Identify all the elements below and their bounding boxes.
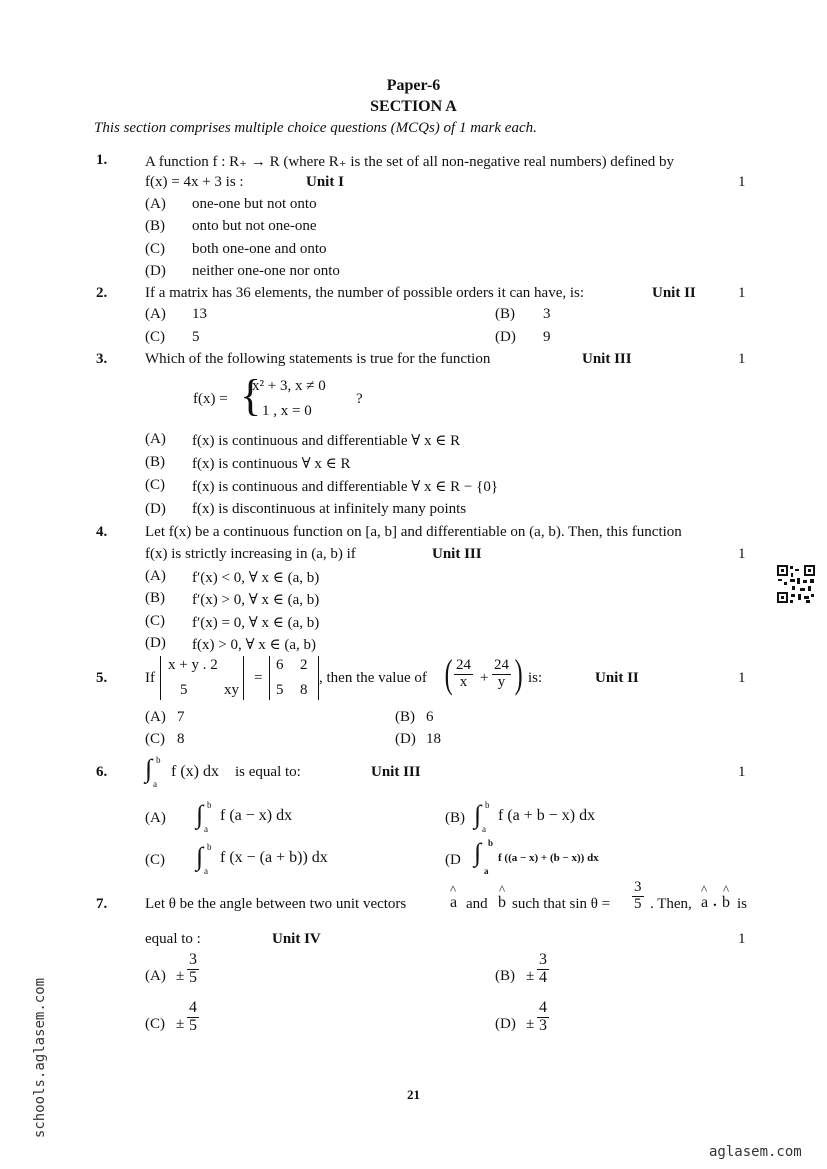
paren: (	[444, 651, 453, 696]
unit-label: Unit IV	[272, 931, 321, 947]
option-label: (B)	[495, 306, 515, 322]
option-label: (A)	[145, 968, 166, 984]
paper-title: Paper-6	[386, 77, 441, 94]
upper-limit: b	[485, 800, 490, 810]
question-text: Which of the following statements is true for the function	[145, 351, 491, 367]
left-brace: {	[240, 371, 262, 420]
unit-label: Unit III	[371, 764, 421, 780]
matrix-entry: 2	[300, 657, 308, 673]
option-text: 3	[543, 306, 551, 322]
equals-sign: =	[254, 670, 263, 686]
upper-limit: b	[207, 800, 212, 810]
question-number: 3.	[96, 351, 108, 367]
question-number: 6.	[96, 764, 108, 780]
upper-limit: b	[488, 838, 494, 848]
option-text: both one-one and onto	[192, 241, 327, 257]
unit-label: Unit III	[582, 351, 632, 367]
matrix-entry: 5	[180, 682, 188, 698]
plus-minus: ±	[176, 1016, 185, 1032]
option-label: (C)	[145, 329, 165, 345]
option-label: (C)	[145, 477, 165, 493]
matrix-entry: 6	[276, 657, 284, 673]
watermark-right: aglasem.com	[709, 1144, 802, 1160]
question-text: is:	[528, 670, 543, 686]
option-text: 7	[177, 709, 185, 725]
option-text: 8	[177, 731, 185, 747]
question-number: 5.	[96, 670, 108, 686]
hat-icon: ^	[701, 882, 708, 897]
hat-icon: ^	[450, 882, 457, 897]
option-label: (D)	[495, 1016, 516, 1032]
marks: 1	[738, 285, 746, 301]
question-text: If	[145, 670, 155, 686]
lower-limit: a	[482, 824, 486, 834]
matrix-entry: 8	[300, 682, 308, 698]
hat-icon: ^	[499, 882, 506, 897]
option-text: onto but not one-one	[192, 218, 317, 234]
vector-b: b	[722, 894, 730, 911]
vector-a: a	[701, 894, 709, 911]
question-text: Let f(x) be a continuous function on [a, b] and differentiable on (a, b). Then, this function	[145, 524, 682, 540]
matrix-entry: x + y . 2	[168, 657, 218, 673]
fraction: $\frac{24}{x}$	[456, 657, 471, 690]
paren: )	[514, 651, 523, 696]
upper-limit: b	[207, 842, 212, 852]
option-label: (D)	[145, 263, 166, 279]
lower-limit: a	[204, 866, 208, 876]
option-label: (C)	[145, 1016, 165, 1032]
option-text: 6	[426, 709, 434, 725]
question-text: . Then,	[650, 896, 692, 912]
plus-minus: ±	[176, 968, 185, 984]
option-label: (A)	[145, 306, 166, 322]
question-text: f(x) = 4x + 3 is :	[145, 174, 244, 190]
integral-sign: ∫	[196, 800, 204, 829]
marks: 1	[738, 764, 746, 780]
integral-sign: ∫	[474, 838, 482, 867]
question-number: 4.	[96, 524, 108, 540]
marks: 1	[738, 546, 746, 562]
matrix-entry: 5	[276, 682, 284, 698]
lower-limit: a	[204, 824, 208, 834]
fraction: $\frac{4}{3}$	[539, 999, 547, 1034]
unit-label: Unit I	[306, 174, 344, 190]
marks: 1	[738, 931, 746, 947]
plus-minus: ±	[526, 1016, 535, 1032]
question-text: A function f : R₊ → R (where R₊ is the set of all non-negative real numbers) defined by	[145, 154, 675, 170]
question-mark: ?	[356, 391, 363, 407]
lower-limit: a	[484, 866, 489, 876]
fraction: $\frac{3}{4}$	[539, 951, 547, 986]
option-text: 13	[192, 306, 207, 322]
option-label: (A)	[145, 431, 166, 447]
integral-sign: ∫	[196, 842, 204, 871]
option-label: (A)	[145, 709, 166, 725]
marks: 1	[738, 351, 746, 367]
plus-minus: ±	[526, 968, 535, 984]
option-text: 5	[192, 329, 200, 345]
option-label: (D	[445, 852, 461, 868]
option-text: f(x) > 0, ∀ x ∈ (a, b)	[192, 637, 316, 653]
option-label: (D)	[495, 329, 516, 345]
question-text: such that sin θ =	[512, 896, 611, 912]
question-number: 1.	[96, 152, 108, 168]
vector-b: b	[498, 894, 506, 911]
option-text: f (a − x) dx	[220, 807, 293, 824]
unit-label: Unit III	[432, 546, 482, 562]
question-text: and	[466, 896, 488, 912]
option-label: (B)	[495, 968, 515, 984]
option-text: f′(x) = 0, ∀ x ∈ (a, b)	[192, 615, 320, 631]
hat-icon: ^	[723, 882, 730, 897]
option-label: (B)	[445, 810, 465, 826]
question-text: equal to :	[145, 931, 201, 947]
fraction: $\frac{24}{y}$	[494, 657, 509, 690]
fraction: $\frac{4}{5}$	[189, 999, 197, 1034]
page-number: 21	[407, 1087, 420, 1102]
option-text: neither one-one nor onto	[192, 263, 340, 279]
option-text: 9	[543, 329, 551, 345]
option-label: (A)	[145, 568, 166, 584]
integrand: f (x) dx	[171, 763, 219, 780]
unit-label: Unit II	[652, 285, 696, 301]
matrix-entry: xy	[224, 682, 239, 698]
option-text: f(x) is continuous and differentiable ∀ x ∈ R	[192, 433, 461, 449]
question-text: is equal to:	[235, 764, 301, 780]
dot-operator: .	[713, 894, 717, 910]
function-name: f(x) =	[193, 391, 228, 407]
unit-label: Unit II	[595, 670, 639, 686]
watermark-left: schools.aglasem.com	[32, 977, 48, 1139]
piecewise-case: x² + 3, x ≠ 0	[252, 378, 326, 394]
option-label: (D)	[395, 731, 416, 747]
option-label: (C)	[145, 613, 165, 629]
question-number: 7.	[96, 896, 108, 912]
option-label: (D)	[145, 501, 166, 517]
option-text: one-one but not onto	[192, 196, 317, 212]
option-label: (A)	[145, 196, 166, 212]
vector-a: a	[450, 894, 458, 911]
option-text: f ((a − x) + (b − x)) dx	[498, 852, 599, 864]
question-text: f(x) is strictly increasing in (a, b) if	[145, 546, 356, 562]
fraction: $\frac{3}{5}$	[189, 951, 197, 986]
option-text: f′(x) > 0, ∀ x ∈ (a, b)	[192, 592, 320, 608]
option-text: f(x) is discontinuous at infinitely many points	[192, 501, 467, 517]
question-text: If a matrix has 36 elements, the number of possible orders it can have, is:	[145, 285, 585, 301]
option-label: (C)	[145, 731, 165, 747]
integral-sign: ∫	[145, 754, 153, 783]
option-label: (C)	[145, 241, 165, 257]
lower-limit: a	[153, 779, 157, 789]
section-intro: This section comprises multiple choice questions (MCQs) of 1 mark each.	[94, 120, 537, 136]
question-number: 2.	[96, 285, 108, 301]
option-label: (B)	[395, 709, 415, 725]
upper-limit: b	[156, 755, 161, 765]
marks: 1	[738, 670, 746, 686]
piecewise-case: 1 , x = 0	[262, 403, 312, 419]
option-text: f (a + b − x) dx	[498, 807, 596, 824]
option-label: (A)	[145, 810, 166, 826]
option-text: f(x) is continuous ∀ x ∈ R	[192, 456, 351, 472]
integral-sign: ∫	[474, 800, 482, 829]
qr-code-icon	[776, 564, 816, 604]
option-label: (D)	[145, 635, 166, 651]
plus-sign: +	[480, 670, 489, 686]
option-label: (C)	[145, 852, 165, 868]
option-text: f(x) is continuous and differentiable ∀ x ∈ R − {0}	[192, 479, 499, 495]
fraction: $\frac{3}{5}$	[634, 879, 642, 912]
option-text: 18	[426, 731, 441, 747]
option-label: (B)	[145, 218, 165, 234]
option-text: f′(x) < 0, ∀ x ∈ (a, b)	[192, 570, 320, 586]
question-text: , then the value of	[319, 670, 427, 686]
question-text: is	[737, 896, 748, 912]
option-label: (B)	[145, 590, 165, 606]
marks: 1	[738, 174, 746, 190]
question-text: Let θ be the angle between two unit vectors	[145, 896, 407, 912]
option-text: f (x − (a + b)) dx	[220, 849, 328, 866]
section-title: SECTION A	[370, 98, 457, 115]
option-label: (B)	[145, 454, 165, 470]
